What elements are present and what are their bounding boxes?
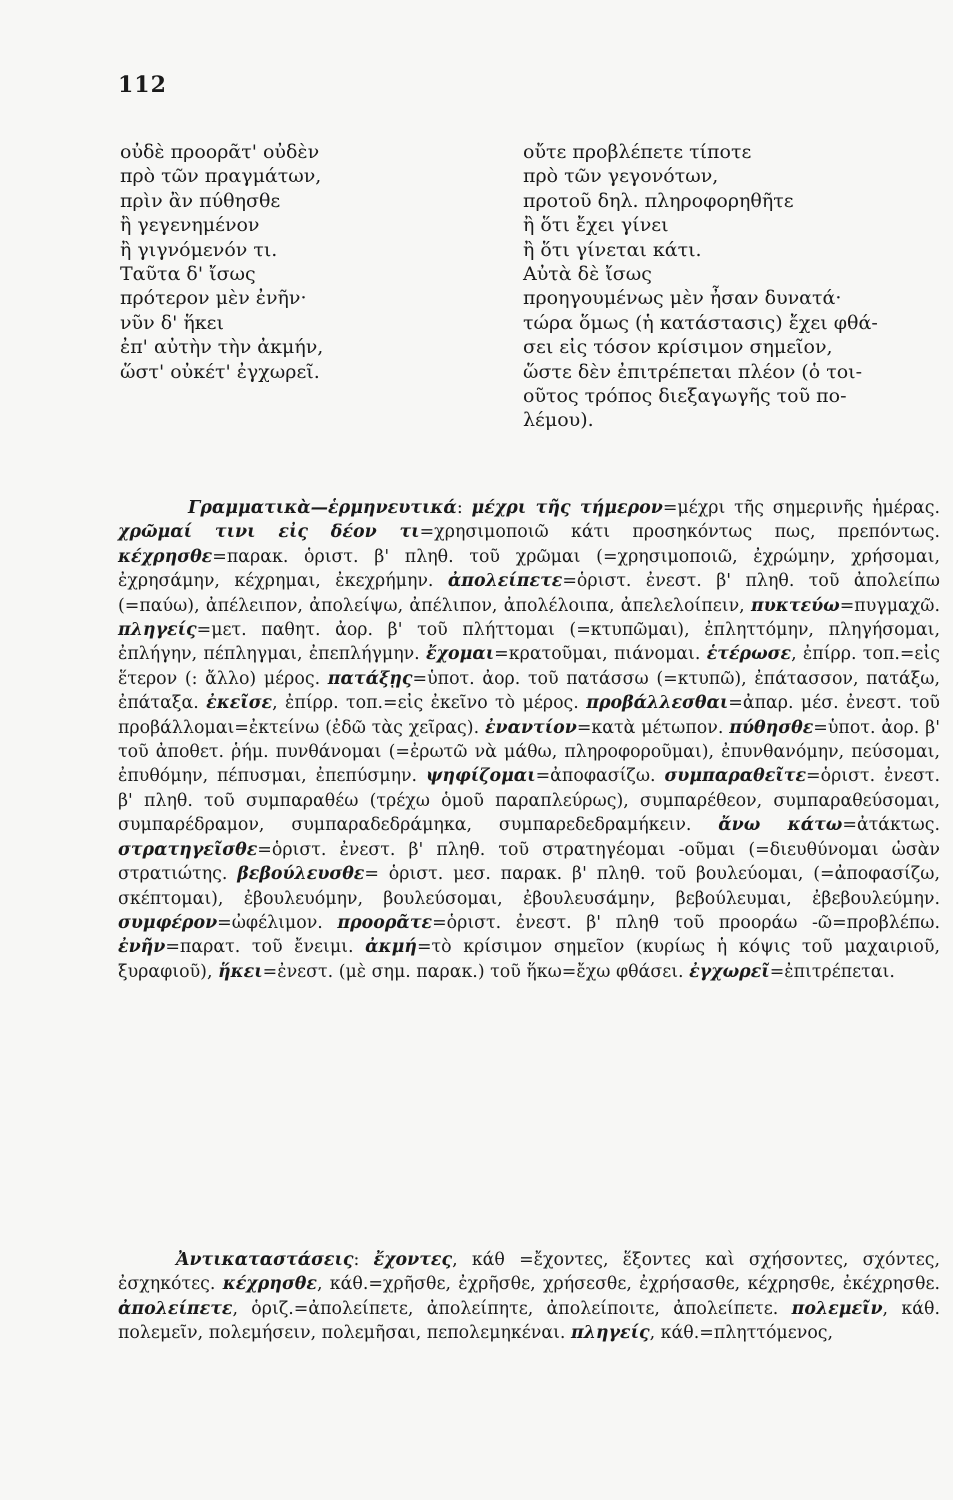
translation-line: οὔτε προβλέπετε τίποτε: [523, 141, 752, 163]
headword: πληγείς: [570, 1323, 650, 1344]
translation-line: σει εἰς τόσον κρίσιμον σημεῖον,: [523, 336, 833, 359]
gloss-text: =ὁριστ. ἐνεστ. β' πληθ τοῦ προοράω -ῶ=προβλέπω.: [432, 912, 941, 933]
gloss-text: =παρατ. τοῦ ἔνειμι.: [165, 937, 366, 958]
gloss-text: , ὁριζ.=ἀπολείπετε, ἀπολείπητε, ἀπολείποιτε, ἀπολείπετε.: [232, 1298, 792, 1319]
translation-line: ὥστε δὲν ἐπιτρέπεται πλέον (ὁ τοι-: [523, 360, 863, 383]
gloss-text: =ὁριστ. ἐνεστ. β' πληθ. τοῦ συμπαραθέω (τρέχω ὁμοῦ παραπλεύρως), συμπαρέθεον, συμπαραθεύσομαι, συμπαρέδραμον, συμπαραδεδράμηκα, συμπαρεδεδραμήκειν.: [118, 766, 940, 836]
translation-line: λέμου).: [523, 409, 594, 432]
original-line: οὐδὲ προορᾶτ' οὐδὲν: [120, 141, 320, 163]
headword: ἀπολείπετε: [447, 571, 563, 592]
headword: πύθησθε: [729, 717, 814, 738]
headword: ἀπολείπετε: [118, 1298, 233, 1319]
headword: ἔχομαι: [426, 644, 495, 665]
headword: ψηφίζομαι: [426, 766, 536, 787]
translation-line: Αὐτὰ δὲ ἴσως: [523, 263, 652, 286]
substitutions-paragraph: [118, 1248, 940, 1346]
translation-line: προτοῦ δηλ. πληροφορηθῆτε: [523, 189, 794, 212]
page-number: 112: [118, 72, 167, 98]
headword: Γραμματικὰ—ἑρμηνευτικά: [188, 498, 457, 518]
headword: ἐναντίον: [484, 717, 577, 738]
headword: στρατηγεῖσθε: [118, 839, 258, 860]
headword: ἄνω κάτω: [718, 815, 843, 836]
headword: μέχρι τῆς τήμερον: [471, 498, 663, 518]
gloss-text: =ὠφέλιμον.: [217, 912, 338, 933]
gloss-text: , κάθ =ἔχοντες, ἕξοντες καὶ σχήσοντες, σχόντες, ἐσχηκότες.: [118, 1250, 941, 1295]
gloss-text: , κάθ.=χρῆσθε, ἐχρῆσθε, χρήσεσθε, ἐχρήσασθε, κέχρησθε, ἐκέχρησθε.: [316, 1274, 940, 1295]
original-line: Ταῦτα δ' ἴσως: [120, 263, 256, 286]
gloss-text: :: [353, 1250, 374, 1270]
translation-line: προηγουμένως μὲν ἦσαν δυνατά·: [523, 287, 842, 310]
gloss-text: =ἐπιτρέπεται.: [769, 961, 895, 982]
headword: πυκτεύω: [751, 595, 840, 616]
headword: πολεμεῖν: [791, 1298, 883, 1319]
gloss-text: =ὁριστ. ἐνεστ. β' πληθ. τοῦ ἀπολείπω (=παύω), ἀπέλειπον, ἀπολείψω, ἀπέλιπον, ἀπολέλοιπα, ἀπελελοίπειν,: [118, 571, 940, 616]
headword: πληγείς: [118, 620, 197, 641]
gloss-text: =κατὰ μέτωπον.: [576, 717, 730, 738]
original-line: πρὸ τῶν πραγμάτων,: [120, 165, 322, 188]
gloss-text: = ὁριστ. μεσ. παρακ. β' πληθ. τοῦ βουλεύομαι, (=ἀποφασίζω, σκέπτομαι), ἐβουλευόμην, βουλεύσομαι, ἐβουλευσάμην, βεβούλευμαι, ἐβεβουλεύμην.: [118, 864, 941, 909]
gloss-text: , κάθ. πολεμεῖν, πολεμήσειν, πολεμῆσαι, πεπολεμηκέναι.: [118, 1298, 940, 1344]
gloss-text: =μέχρι τῆς σημερινῆς ἡμέρας.: [662, 498, 941, 518]
translation-line: τώρα ὅμως (ἡ κατάστασις) ἔχει φθά-: [523, 311, 878, 334]
translation-line: ἢ ὅτι ἔχει γίνει: [523, 214, 669, 237]
headword: ἐγχωρεῖ: [689, 961, 770, 982]
gloss-text: =τὸ κρίσιμον σημεῖον (κυρίως ἡ κόψις τοῦ μαχαιριοῦ, ξυραφιοῦ),: [118, 937, 940, 982]
gloss-text: , κάθ.=πληττόμενος,: [649, 1323, 834, 1344]
gloss-text: =ἀποφασίζω.: [535, 766, 665, 787]
headword: χρῶμαί τινι εἰς δέον τι: [118, 522, 420, 543]
headword: ἀκμή: [365, 937, 417, 958]
gloss-text: =ἀτάκτως.: [842, 815, 940, 836]
gloss-text: =μετ. παθητ. ἀορ. β' τοῦ πλήττομαι (=κτυπῶμαι), ἐπληττόμην, πληγήσομαι, ἐπλήγην, πέπληγμαι, ἐπεπλήγμην.: [118, 620, 940, 665]
original-line: νῦν δ' ἥκει: [120, 311, 224, 334]
translation-line: πρὸ τῶν γεγονότων,: [523, 165, 719, 188]
headword: βεβούλευσθε: [237, 864, 365, 885]
original-line: ἢ γεγενημένον: [120, 214, 260, 237]
gloss-text: :: [456, 498, 472, 518]
headword: προβάλλεσθαι: [586, 693, 729, 714]
gloss-text: =χρησιμοποιῶ κάτι προσηκόντως πως, πρεπόντως.: [419, 522, 940, 543]
gloss-text: =ὁριστ. ἐνεστ. β' πληθ. τοῦ στρατηγέομαι -οῦμαι (=διευθύνομαι ὡσὰν στρατιώτης.: [118, 839, 940, 885]
headword: συμφέρον: [118, 912, 218, 933]
headword: πατάξῃς: [327, 668, 413, 689]
gloss-text: , ἐπίρρ. τοπ.=εἰς ἐκεῖνο τὸ μέρος.: [272, 693, 587, 714]
grammar-notes-paragraph: [118, 496, 940, 984]
headword: ἔχοντες: [373, 1250, 453, 1270]
original-line: ἢ γιγνόμενόν τι.: [120, 238, 278, 261]
gloss-text: =ἀπαρ. μέσ. ἐνεστ. τοῦ προβάλλομαι=ἐκτείνω (ἐδῶ τὰς χεῖρας).: [118, 693, 940, 738]
headword: Ἀντικαταστάσεις: [176, 1250, 354, 1270]
gloss-text: =ἐνεστ. (μὲ σημ. παρακ.) τοῦ ἥκω=ἔχω φθάσει.: [262, 961, 690, 982]
translation-line: οῦτος τρόπος διεξαγωγῆς τοῦ πο-: [523, 385, 847, 408]
gloss-text: , ἐπίρρ. τοπ.=εἰς ἕτερον (: ἄλλο) μέρος.: [118, 644, 940, 689]
modern-greek-translation: [523, 140, 943, 433]
gloss-text: =κρατοῦμαι, πιάνομαι.: [494, 644, 707, 665]
headword: ἑτέρωσε: [706, 644, 792, 665]
headword: ἥκει: [218, 961, 263, 982]
gloss-text: =πυγμαχῶ.: [839, 595, 940, 616]
original-line: πρότερον μὲν ἐνῆν·: [120, 287, 307, 310]
original-line: ἐπ' αὐτὴν τὴν ἀκμήν,: [120, 336, 324, 359]
headword: ἐνῆν: [118, 937, 166, 958]
greek-original-text: [120, 140, 490, 384]
gloss-text: =παρακ. ὁριστ. β' πληθ. τοῦ χρῶμαι (=χρησιμοποιῶ, ἐχρώμην, χρήσομαι, ἐχρησάμην, κέχρημαι, ἐκεχρήμην.: [118, 546, 940, 592]
original-line: ὥστ' οὐκέτ' ἐγχωρεῖ.: [120, 360, 320, 383]
gloss-text: =ὑποτ. ἀορ. τοῦ πατάσσω (=κτυπῶ), ἐπάτασσον, πατάξω, ἐπάταξα.: [118, 668, 940, 714]
headword: ἐκεῖσε: [206, 693, 273, 714]
headword: συμπαραθεῖτε: [664, 766, 807, 787]
translation-line: ἢ ὅτι γίνεται κάτι.: [523, 238, 702, 261]
headword: κέχρησθε: [222, 1274, 317, 1295]
original-line: πρὶν ἂν πύθησθε: [120, 189, 281, 212]
headword: κέχρησθε: [118, 546, 213, 567]
headword: προορᾶτε: [337, 912, 433, 933]
gloss-text: =ὑποτ. ἀορ. β' τοῦ ἀποθετ. ῥήμ. πυνθάνομαι (=ἐρωτῶ νὰ μάθω, πληροφοροῦμαι), ἐπυνθανόμην, πεύσομαι, ἐπυθόμην, πέπυσμαι, ἐπεπύσμην.: [118, 717, 940, 787]
